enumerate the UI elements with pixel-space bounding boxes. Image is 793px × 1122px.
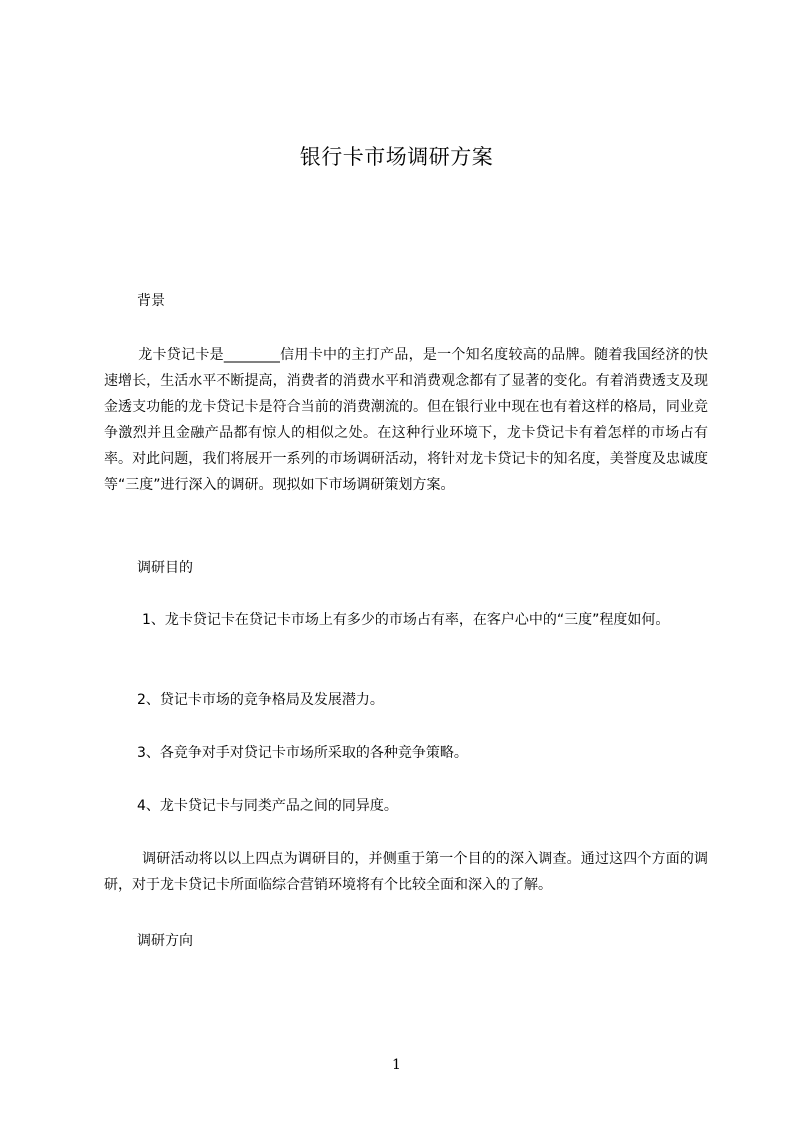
objective-item-1 <box>104 607 708 633</box>
background-paragraph-text: 龙卡贷记卡是________信用卡中的主打产品，是一个知名度较高的品牌。随着我国经济的快速增长，生活水平不断提高，消费者的消费水平和消费观念都有了显著的变化。有着消费透支及现金透支功能的龙卡贷记卡是符合当前的消费潮流的。但在银行业中现在也有着这样的格局，同业竞争激烈并且金融产品都有惊人的相似之处。在这种行业环境下，龙卡贷记卡有着怎样的市场占有率。对此问题，我们将展开一系列的市场调研活动，将针对龙卡贷记卡的知名度，美誉度及忠诚度等“三度”进行深入的调研。现拟如下市场调研策划方案。 <box>104 347 708 493</box>
objective-item-2: 2、贷记卡市场的竞争格局及发展潜力。 <box>137 692 384 708</box>
page-number: 1 <box>392 1057 401 1073</box>
objective-item-1-text: 1、龙卡贷记卡在贷记卡市场上有多少的市场占有率，在客户心中的“三度”程度如何。 <box>142 612 670 628</box>
section-heading-objectives: 调研目的 <box>137 560 193 576</box>
objectives-summary <box>104 846 708 898</box>
objective-item-3: 3、各竞争对手对贷记卡市场所采取的各种竞争策略。 <box>137 745 468 761</box>
objective-item-4: 4、龙卡贷记卡与同类产品之间的同异度。 <box>137 798 398 814</box>
background-paragraph <box>104 342 708 498</box>
document-title: 银行卡市场调研方案 <box>299 145 494 169</box>
objectives-summary-text: 调研活动将以以上四点为调研目的，并侧重于第一个目的的深入调查。通过这四个方面的调研，对于龙卡贷记卡所面临综合营销环境将有个比较全面和深入的了解。 <box>104 851 708 893</box>
section-heading-direction: 调研方向 <box>137 933 193 949</box>
section-heading-background: 背景 <box>137 293 165 309</box>
